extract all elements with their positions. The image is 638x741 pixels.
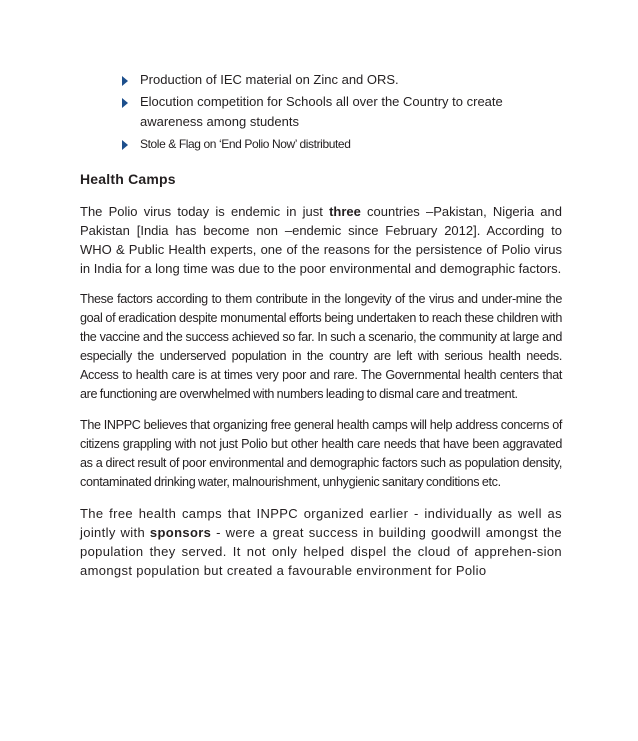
triangle-bullet-icon: [122, 98, 128, 108]
highlighted-word: sponsors: [149, 525, 212, 540]
paragraph-free-camps: [80, 504, 562, 580]
bullet-text: Production of IEC material on Zinc and ORS.: [140, 72, 399, 87]
bullet-text: Elocution competition for Schools all over the Country to create awareness among students: [140, 94, 503, 129]
bullet-item: [122, 92, 562, 132]
paragraph-factors: These factors according to them contribute in the longevity of the virus and under-mine the goal of eradication despite monumental efforts being undertaken to reach these children with the vaccine and the success achieved so far. In such a scenario, the community at large and especially the underserved population in the country are left with serious health needs. Access to health care is at times very poor and rare. The Governmental health centers that are functioning are overwhelmed with numbers leading to dismal care and treatment.: [80, 292, 562, 401]
bullet-list: [80, 70, 562, 154]
highlighted-word: three: [329, 204, 361, 219]
paragraph-text: countries –Pakistan, Nigeria and Pakistan [India has become non –endemic since February 2012]. According to WHO & Public Health experts, one of the reasons for the persistence of Polio virus in India for a long time was due to the poor environmental and demographic factors.: [80, 204, 562, 276]
bullet-item: [122, 134, 562, 154]
triangle-bullet-icon: [122, 140, 128, 150]
document-page: [80, 70, 562, 580]
paragraph-text: The free health camps that INPPC organized earlier - individually as well as jointly with: [80, 506, 562, 540]
triangle-bullet-icon: [122, 76, 128, 86]
bullet-text: Stole & Flag on ‘End Polio Now’ distributed: [140, 137, 351, 151]
bullet-item: [122, 70, 562, 90]
section-heading: Health Camps: [80, 171, 176, 187]
paragraph-text: The Polio virus today is endemic in just: [80, 204, 330, 219]
paragraph-inppc-belief: The INPPC believes that organizing free general health camps will help address concerns of citizens grappling with not just Polio but other health care needs that have been aggravated as a direct result of poor environmental and demographic factors such as population density, contaminated drinking water, malnourishment, unhygienic sanitary conditions etc.: [80, 418, 562, 489]
paragraph-text: - were a great success in building goodwill amongst the population they served. It not only helped dispel the cloud of apprehen-sion amongst population but created a favourable environment for Polio: [80, 525, 562, 578]
paragraph-endemic: [80, 202, 562, 278]
